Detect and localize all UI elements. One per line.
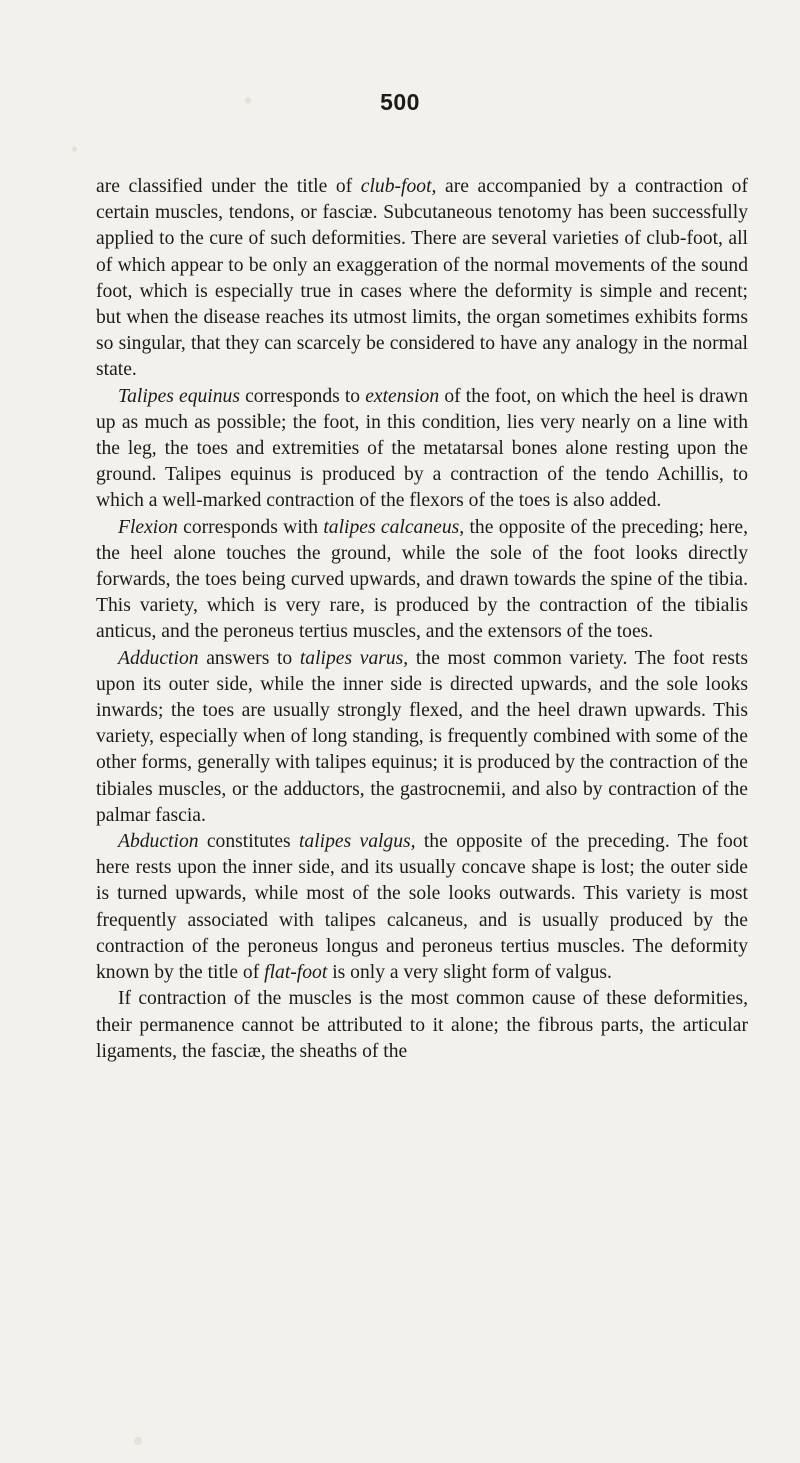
italic-term: extension: [365, 385, 440, 407]
italic-term: Talipes equinus: [118, 385, 240, 407]
text-run: answers to: [198, 647, 300, 669]
italic-term: flat-foot: [264, 962, 328, 984]
paragraph: [96, 174, 748, 384]
text-run: constitutes: [198, 831, 299, 853]
body-text: [96, 174, 748, 1065]
text-run: the most common variety. The foot rests upon its outer side, while the inner side is directed upwards, and the sole looks inwards; the toes are usually strongly flexed, and the heel drawn upwards. This variety, especially when of long standing, is frequently combined with some of the other forms, generally with talipes equinus; it is produced by the contraction of the tibiales muscles, or the adductors, the gastrocnemii, and also by contraction of the palmar fascia.: [96, 647, 748, 826]
text-run: the opposite of the preceding. The foot here rests upon the inner side, and its usually concave shape is lost; the outer side is turned upwards, while most of the sole looks outwards. This variety is most frequently associated with talipes calcaneus, and is usually produced by the contraction of the peroneus longus and peroneus tertius muscles. The deformity known by the title of: [96, 831, 749, 984]
italic-term: Abduction: [118, 831, 199, 853]
italic-term: talipes calcaneus,: [323, 516, 465, 538]
paragraph: [96, 646, 748, 829]
italic-term: Flexion: [118, 516, 178, 538]
italic-term: Adduction: [118, 647, 199, 669]
text-run: is only a very slight form of valgus.: [327, 962, 612, 984]
page-number: 500: [380, 89, 420, 115]
italic-term: talipes valgus,: [298, 831, 416, 853]
text-run: If contraction of the muscles is the most common cause of these deformities, their permanence cannot be attributed to it alone; the fibrous parts, the articular ligaments, the fasciæ, the sheaths of the: [96, 988, 748, 1062]
text-run: corresponds to: [239, 385, 366, 407]
italic-term: talipes varus,: [299, 647, 409, 669]
paper-spot: [134, 1437, 142, 1445]
text-run: the opposite of the preceding; here, the heel alone touches the ground, while the sole of the foot looks directly forwards, the toes being curved upwards, and drawn towards the spine of the tibia. This variety, which is very rare, is produced by the contraction of the tibialis anticus, and the peroneus tertius muscles, and the extensors of the toes.: [96, 516, 748, 643]
paragraph: [96, 384, 748, 515]
text-run: are classified under the title of: [96, 176, 361, 197]
text-run: are accompanied by a contraction of certain muscles, tendons, or fasciæ. Subcutaneous tenotomy has been successfully applied to the cure of such deformities. There are several varieties of club-foot, all of which appear to be only an exaggeration of the normal movements of the sound foot, which is especially true in cases where the deformity is simple and recent; but when the disease reaches its utmost limits, the organ sometimes exhibits forms so singular, that they can scarcely be considered to have any analogy in the normal state.: [96, 176, 748, 381]
text-run: of the foot, on which the heel is drawn up as much as possible; the foot, in this condition, lies very nearly on a line with the leg, the toes and extremities of the metatarsal bones alone resting upon the ground. Talipes equinus is produced by a contraction of the tendo Achillis, to which a well-marked contraction of the flexors of the toes is also added.: [96, 385, 748, 512]
paragraph: [96, 829, 748, 986]
paragraph: [96, 986, 748, 1065]
paragraph: [96, 515, 748, 646]
italic-term: club-foot,: [360, 176, 437, 197]
paper-spot: [72, 146, 77, 152]
text-run: corresponds with: [177, 516, 324, 538]
